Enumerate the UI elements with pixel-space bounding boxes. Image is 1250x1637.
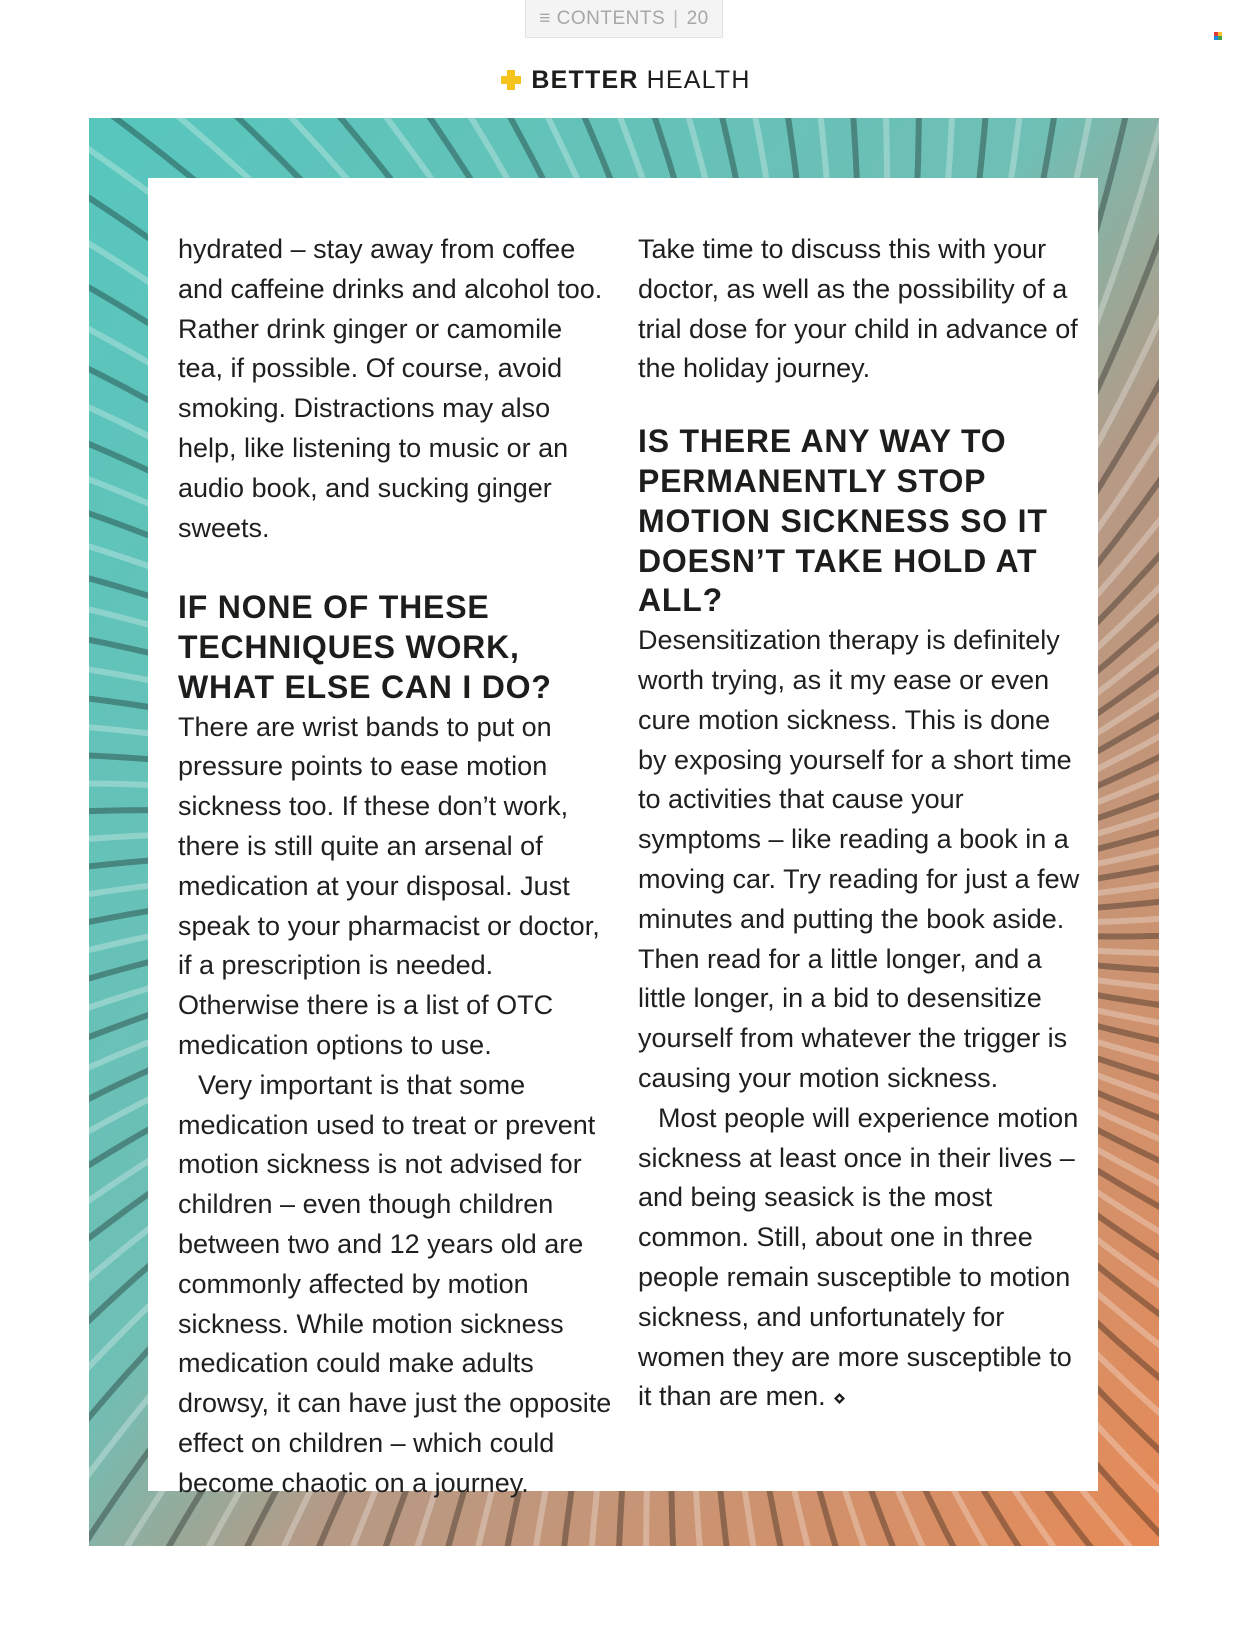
plus-icon [499, 68, 523, 92]
end-of-article-icon [834, 1393, 845, 1404]
divider: | [673, 7, 679, 29]
right-intro-paragraph: Take time to discuss this with your doctor, as well as the possibility of a trial dose for your child in advance of the holiday journey. [638, 234, 1078, 384]
left-heading: IF NONE OF THESE TECHNIQUES WORK, WHAT ELSE CAN I DO? [178, 589, 552, 705]
right-paragraph-1: Desensitization therapy is definitely worth trying, as it my ease or even cure motion sickness. This is done by exposing yourself for a short time to activities that cause your symptoms – like reading a book in a moving car. Try reading for just a few minutes and putting the book aside. Then read for a little longer, and a little longer, in a bid to desensitize yourself from whatever the trigger is causing your motion sickness. [638, 625, 1080, 1093]
right-heading: IS THERE ANY WAY TO PERMANENTLY STOP MOTION SICKNESS SO IT DOESN’T TAKE HOLD AT ALL? [638, 423, 1048, 619]
left-paragraph-2: Very important is that some medication used to treat or prevent motion sickness is not advised for children – even though children between two and 12 years old are commonly affected by motion sickness. While motion sickness medication could make adults drowsy, it can have just the opposite effect on children – which could become chaotic on a journey. [178, 1069, 612, 1498]
contents-label: CONTENTS [556, 7, 666, 29]
page-number: 20 [686, 7, 709, 29]
section-title-regular: HEALTH [646, 65, 751, 94]
color-swatch-icon [1214, 32, 1222, 40]
left-intro-paragraph: hydrated – stay away from coffee and caffeine drinks and alcohol too. Rather drink ginger or camomile tea, if possible. Of course, avoid smoking. Distractions may also help, like listening to music or an audio book, and sucking ginger sweets. [178, 234, 603, 543]
article-card [148, 178, 1098, 1498]
contents-tab[interactable] [525, 0, 723, 38]
menu-icon: ≡ [539, 7, 551, 29]
left-paragraph-1: There are wrist bands to put on pressure points to ease motion sickness too. If these don’t work, there is still quite an arsenal of medication at your disposal. Just speak to your pharmacist or doctor, if a prescription is needed. Otherwise there is a list of OTC medication options to use. [178, 711, 600, 1060]
right-paragraph-2: Most people will experience motion sickness at least once in their lives – and being seasick is the most common. Still, about one in three people remain susceptible to motion sickness, and unfortunately for women they are more susceptible to it than are men. [638, 1102, 1079, 1412]
article-column-right [638, 230, 1083, 1417]
article-column-left [178, 230, 614, 1504]
section-header [0, 62, 1250, 98]
section-title-bold: BETTER [531, 65, 639, 94]
